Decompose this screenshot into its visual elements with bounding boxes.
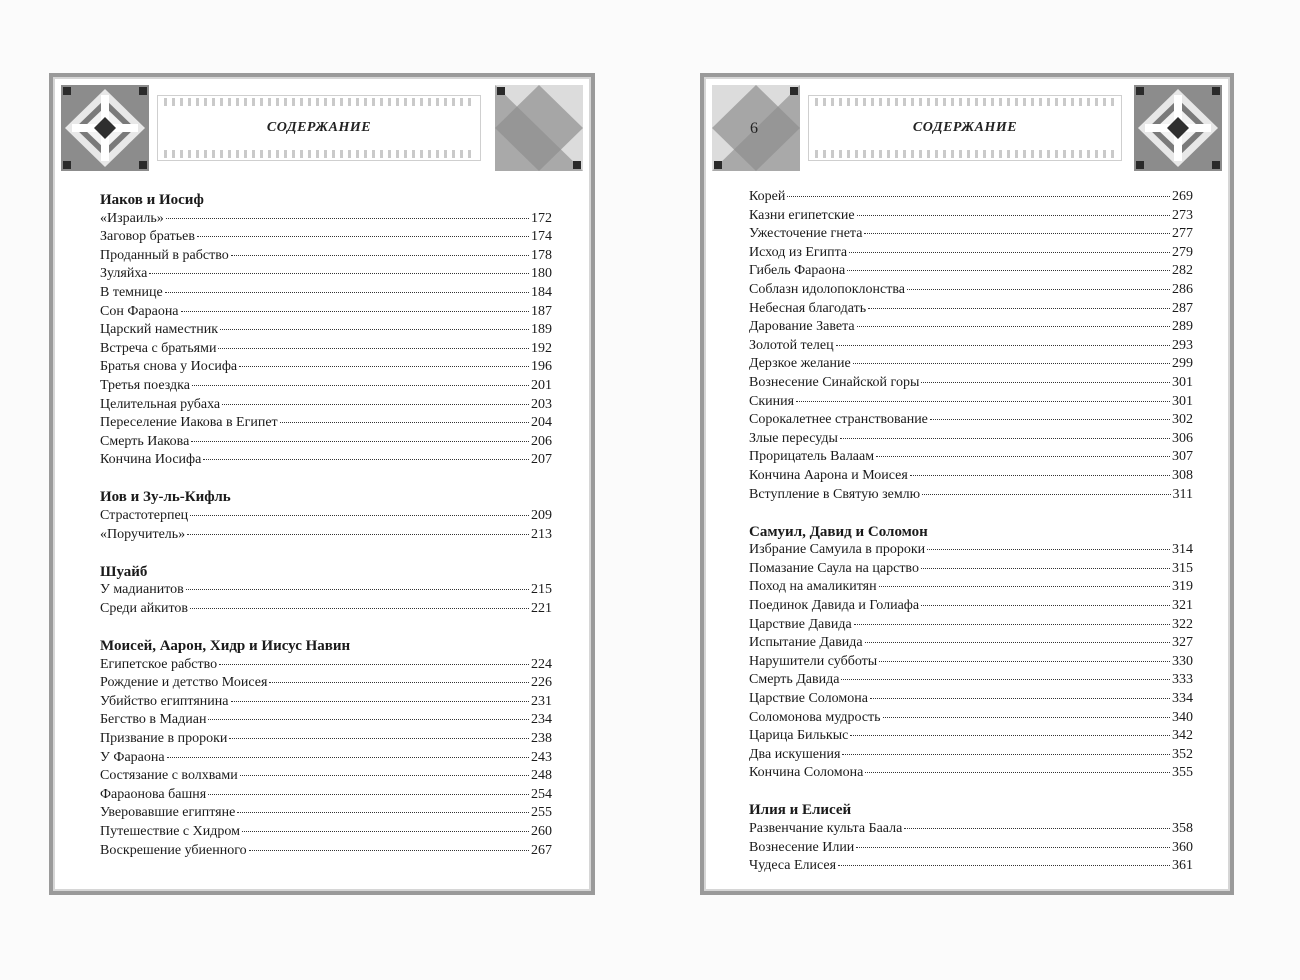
entry-title: Вступление в Святую землю: [749, 486, 921, 502]
dot-leader: [190, 607, 529, 609]
header-band: [808, 95, 1122, 161]
toc-entry: [749, 653, 1193, 672]
right-page-header: [712, 85, 1222, 171]
entry-title: Братья снова у Иосифа: [100, 359, 238, 375]
toc-entry: [100, 674, 552, 693]
toc-entry: [749, 727, 1193, 746]
entry-page-number: 255: [531, 805, 552, 821]
entry-page-number: 174: [531, 229, 552, 245]
dot-leader: [240, 774, 529, 776]
entry-page-number: 209: [531, 508, 552, 523]
entry-title: Уверовавшие египтяне: [100, 805, 236, 821]
entry-page-number: 184: [531, 284, 552, 300]
dot-leader: [203, 458, 529, 460]
entry-title: Кончина Соломона: [749, 765, 864, 781]
toc-entry: [749, 541, 1193, 560]
toc-entry: [100, 247, 552, 266]
toc-entry: [100, 804, 552, 823]
toc-entry: [749, 188, 1193, 207]
entry-title: Встреча с братьями: [100, 340, 217, 356]
toc-entry: [100, 767, 552, 786]
toc-entry: [749, 616, 1193, 635]
toc-entry: [100, 600, 552, 619]
dot-leader: [208, 718, 529, 720]
entry-page-number: 204: [531, 415, 552, 431]
entry-page-number: 330: [1172, 653, 1193, 669]
toc-entry: [749, 839, 1193, 858]
dot-leader: [181, 310, 529, 312]
toc-entry: [100, 433, 552, 452]
section-title: Илия и Елисей: [749, 802, 852, 819]
toc-entry: [100, 823, 552, 842]
toc-entry: [749, 764, 1193, 783]
toc-entry: [100, 581, 552, 600]
dot-leader: [222, 403, 529, 405]
entry-title: Поединок Давида и Голиафа: [749, 597, 920, 613]
entry-title: Гибель Фараона: [749, 263, 846, 279]
toc-entry: [100, 340, 552, 359]
ornament-icon: [61, 85, 149, 171]
entry-title: Фараонова башня: [100, 786, 207, 802]
dot-leader: [841, 678, 1170, 680]
toc-entry: [749, 281, 1193, 300]
table-of-contents: [749, 188, 1193, 876]
entry-title: Небесная благодать: [749, 300, 867, 316]
toc-entry: [100, 711, 552, 730]
toc-entry: [749, 244, 1193, 263]
entry-title: Сон Фараона: [100, 303, 179, 319]
entry-page-number: 189: [531, 322, 552, 338]
entry-page-number: 172: [531, 210, 552, 226]
entry-title: Прорицатель Валаам: [749, 449, 875, 465]
dot-leader: [191, 440, 529, 442]
toc-entry: [749, 448, 1193, 467]
entry-title: Царствие Соломона: [749, 690, 868, 706]
right-page: [700, 73, 1234, 895]
entry-page-number: 180: [531, 266, 552, 282]
toc-entry: [749, 430, 1193, 449]
entry-title: Скиния: [749, 393, 795, 409]
entry-page-number: 286: [1172, 281, 1193, 297]
entry-page-number: 308: [1172, 467, 1193, 483]
entry-title: Царица Билькыс: [749, 728, 849, 744]
entry-page-number: 315: [1172, 560, 1193, 576]
toc-section: [749, 523, 1193, 783]
entry-page-number: 273: [1172, 207, 1193, 223]
dot-leader: [239, 365, 529, 367]
toc-entry: [100, 656, 552, 675]
dot-leader: [840, 437, 1170, 439]
toc-entry: [749, 318, 1193, 337]
entry-title: Развенчание культа Баала: [749, 821, 903, 836]
dot-leader: [876, 455, 1170, 457]
dot-leader: [190, 514, 529, 516]
dot-leader: [269, 681, 529, 683]
entry-title: Вознесение Синайской горы: [749, 374, 920, 390]
entry-title: Смерть Иакова: [100, 433, 190, 449]
toc-entry: [100, 321, 552, 340]
entry-title: Соломонова мудрость: [749, 709, 881, 725]
entry-title: Среди айкитов: [100, 600, 189, 616]
dot-leader: [249, 849, 529, 851]
toc-entry: [100, 786, 552, 805]
toc-entry: [749, 411, 1193, 430]
entry-page-number: 234: [531, 712, 552, 728]
entry-title: «Израиль»: [100, 210, 164, 226]
dot-leader: [904, 827, 1170, 829]
toc-section: [100, 488, 552, 544]
entry-page-number: 302: [1172, 412, 1193, 428]
toc-entry: [749, 634, 1193, 653]
entry-page-number: 301: [1172, 374, 1193, 390]
dot-leader: [219, 663, 529, 665]
entry-title: Корей: [749, 189, 786, 204]
entry-page-number: 360: [1172, 839, 1193, 855]
entry-title: Дерзкое желание: [749, 356, 851, 372]
toc-section: [100, 563, 552, 619]
dot-leader: [796, 400, 1170, 402]
dot-leader: [836, 344, 1170, 346]
entry-page-number: 342: [1172, 728, 1193, 744]
toc-entry: [100, 396, 552, 415]
entry-title: Ужесточение гнета: [749, 226, 863, 242]
entry-title: Помазание Саула на царство: [749, 560, 919, 576]
entry-page-number: 279: [1172, 244, 1193, 260]
entry-page-number: 314: [1172, 542, 1193, 558]
toc-entry: [100, 210, 552, 229]
toc-section: [100, 637, 552, 860]
toc-entry: [749, 578, 1193, 597]
section-title: Иов и Зу-ль-Кифль: [100, 489, 231, 506]
toc-entry: [749, 560, 1193, 579]
entry-page-number: 307: [1172, 449, 1193, 465]
toc-entry: [749, 300, 1193, 319]
toc-section: [749, 801, 1193, 875]
entry-title: Смерть Давида: [749, 672, 840, 688]
entry-title: Два искушения: [749, 746, 841, 762]
dot-leader: [787, 195, 1170, 197]
entry-title: Убийство египтянина: [100, 693, 229, 709]
toc-entry: [749, 374, 1193, 393]
dot-leader: [907, 288, 1170, 290]
entry-page-number: 260: [531, 823, 552, 839]
dot-leader: [838, 864, 1170, 866]
toc-entry: [749, 709, 1193, 728]
entry-title: Чудеса Елисея: [749, 858, 837, 874]
entry-title: Египетское рабство: [100, 656, 218, 672]
entry-title: Страстотерпец: [100, 508, 189, 523]
ornament-icon: [495, 85, 583, 171]
dot-leader: [927, 548, 1170, 550]
entry-title: У мадианитов: [100, 582, 184, 598]
entry-title: Сорокалетнее странствование: [749, 412, 928, 428]
entry-page-number: 333: [1172, 672, 1193, 688]
toc-entry: [100, 451, 552, 470]
entry-page-number: 269: [1172, 189, 1193, 204]
entry-title: Дарование Завета: [749, 319, 855, 335]
toc-entry: [749, 262, 1193, 281]
dot-leader: [883, 716, 1170, 718]
entry-title: Воскрешение убиенного: [100, 842, 247, 858]
entry-page-number: 201: [531, 377, 552, 393]
toc-entry: [749, 857, 1193, 876]
entry-page-number: 306: [1172, 430, 1193, 446]
entry-page-number: 254: [531, 786, 552, 802]
entry-title: Состязание с волхвами: [100, 768, 238, 784]
entry-page-number: 206: [531, 433, 552, 449]
toc-entry: [749, 597, 1193, 616]
entry-title: В темнице: [100, 284, 163, 300]
entry-title: Царский наместник: [100, 322, 219, 338]
table-of-contents: [100, 191, 552, 860]
entry-page-number: 287: [1172, 300, 1193, 316]
page-title: СОДЕРЖАНИЕ: [912, 120, 1018, 135]
dot-leader: [864, 232, 1170, 234]
toc-entry: [100, 693, 552, 712]
toc-entry: [749, 486, 1193, 505]
entry-title: Путешествие с Хидром: [100, 823, 240, 839]
dot-leader: [857, 325, 1170, 327]
toc-entry: [100, 303, 552, 322]
dot-leader: [165, 291, 529, 293]
entry-page-number: 238: [531, 730, 552, 746]
toc-entry: [749, 393, 1193, 412]
entry-title: Поход на амаликитян: [749, 579, 877, 595]
entry-page-number: 301: [1172, 393, 1193, 409]
toc-entry: [100, 842, 552, 861]
dot-leader: [879, 585, 1170, 587]
entry-title: Избрание Самуила в пророки: [749, 542, 926, 558]
toc-entry: [100, 358, 552, 377]
dot-leader: [208, 793, 529, 795]
dot-leader: [220, 328, 529, 330]
entry-page-number: 267: [531, 842, 552, 858]
entry-page-number: 248: [531, 768, 552, 784]
entry-title: Исход из Египта: [749, 244, 848, 260]
left-page: [49, 73, 595, 895]
entry-page-number: 352: [1172, 746, 1193, 762]
toc-entry: [100, 730, 552, 749]
entry-title: Рождение и детство Моисея: [100, 675, 268, 691]
dot-leader: [231, 254, 529, 256]
dot-leader: [870, 697, 1170, 699]
dot-leader: [229, 737, 529, 739]
ornament-icon: [1134, 85, 1222, 171]
dot-leader: [280, 421, 529, 423]
entry-page-number: 277: [1172, 226, 1193, 242]
entry-page-number: 215: [531, 582, 552, 598]
entry-title: Бегство в Мадиан: [100, 712, 207, 728]
toc-entry: [100, 284, 552, 303]
dot-leader: [237, 811, 529, 813]
dot-leader: [921, 604, 1170, 606]
section-title: Иаков и Иосиф: [100, 192, 204, 208]
toc-entry: [100, 265, 552, 284]
entry-page-number: 321: [1172, 597, 1193, 613]
entry-page-number: 334: [1172, 690, 1193, 706]
entry-title: Соблазн идолопоклонства: [749, 281, 905, 297]
toc-entry: [100, 507, 552, 526]
entry-title: Кончина Иосифа: [100, 452, 202, 468]
dot-leader: [853, 362, 1170, 364]
dot-leader: [857, 214, 1170, 216]
section-title: Шуайб: [100, 563, 148, 580]
entry-page-number: 213: [531, 526, 552, 542]
entry-page-number: 231: [531, 693, 552, 709]
dot-leader: [197, 235, 529, 237]
entry-page-number: 293: [1172, 337, 1193, 353]
dot-leader: [192, 384, 529, 386]
entry-page-number: 361: [1172, 858, 1193, 874]
header-band: [157, 95, 481, 161]
toc-entry: [100, 377, 552, 396]
entry-page-number: 299: [1172, 356, 1193, 372]
entry-title: Заговор братьев: [100, 229, 195, 245]
dot-leader: [921, 567, 1170, 569]
entry-page-number: 282: [1172, 263, 1193, 279]
toc-entry: [749, 337, 1193, 356]
entry-title: Кончина Аарона и Моисея: [749, 467, 908, 483]
entry-page-number: 340: [1172, 709, 1193, 725]
toc-entry: [749, 207, 1193, 226]
dot-leader: [850, 734, 1170, 736]
entry-title: «Поручитель»: [100, 526, 186, 542]
dot-leader: [930, 418, 1170, 420]
toc-entry: [100, 749, 552, 768]
dot-leader: [922, 493, 1170, 495]
dot-leader: [879, 660, 1170, 662]
dot-leader: [856, 846, 1170, 848]
entry-page-number: 187: [531, 303, 552, 319]
left-page-header: [61, 85, 583, 171]
dot-leader: [842, 753, 1170, 755]
entry-page-number: 355: [1172, 765, 1193, 781]
entry-page-number: 226: [531, 675, 552, 691]
entry-page-number: 207: [531, 452, 552, 468]
entry-title: Золотой телец: [749, 337, 834, 353]
entry-page-number: 221: [531, 600, 552, 616]
dot-leader: [854, 623, 1170, 625]
toc-entry: [749, 746, 1193, 765]
dot-leader: [187, 533, 529, 535]
entry-title: Проданный в рабство: [100, 247, 229, 263]
toc-entry: [100, 414, 552, 433]
entry-title: Испытание Давида: [749, 635, 863, 651]
entry-title: Зуляйха: [100, 266, 148, 282]
toc-entry: [749, 820, 1193, 839]
entry-page-number: 224: [531, 656, 552, 672]
entry-page-number: 178: [531, 247, 552, 263]
section-title: Моисей, Аарон, Хидр и Иисус Навин: [100, 637, 351, 654]
entry-page-number: 358: [1172, 821, 1193, 836]
entry-page-number: 289: [1172, 319, 1193, 335]
dot-leader: [921, 381, 1170, 383]
dot-leader: [231, 700, 530, 702]
toc-entry: [749, 690, 1193, 709]
entry-title: Царствие Давида: [749, 616, 852, 632]
entry-page-number: 319: [1172, 579, 1193, 595]
entry-page-number: 311: [1172, 486, 1193, 502]
page-title: СОДЕРЖАНИЕ: [266, 120, 372, 135]
dot-leader: [167, 756, 529, 758]
toc-entry: [749, 355, 1193, 374]
dot-leader: [910, 474, 1170, 476]
dot-leader: [166, 217, 529, 219]
dot-leader: [865, 771, 1170, 773]
toc-entry: [100, 526, 552, 545]
toc-entry: [749, 225, 1193, 244]
dot-leader: [865, 641, 1170, 643]
entry-title: Нарушители субботы: [749, 653, 878, 669]
dot-leader: [868, 307, 1170, 309]
entry-page-number: 243: [531, 749, 552, 765]
entry-page-number: 327: [1172, 635, 1193, 651]
dot-leader: [242, 830, 529, 832]
entry-title: У Фараона: [100, 749, 165, 765]
entry-title: Вознесение Илии: [749, 839, 855, 855]
dot-leader: [149, 272, 529, 274]
toc-entry: [749, 467, 1193, 486]
entry-title: Третья поездка: [100, 377, 190, 393]
dot-leader: [847, 269, 1170, 271]
entry-title: Злые пересуды: [749, 430, 838, 446]
toc-section: [749, 188, 1193, 504]
entry-title: Переселение Иакова в Египет: [100, 415, 278, 431]
section-title: Самуил, Давид и Соломон: [749, 523, 928, 540]
dot-leader: [186, 588, 529, 590]
entry-page-number: 203: [531, 396, 552, 412]
entry-title: Казни египетские: [749, 207, 855, 223]
entry-title: Целительная рубаха: [100, 396, 221, 412]
toc-entry: [749, 671, 1193, 690]
entry-page-number: 322: [1172, 616, 1193, 632]
dot-leader: [218, 347, 529, 349]
toc-entry: [100, 228, 552, 247]
entry-page-number: 196: [531, 359, 552, 375]
entry-page-number: 192: [531, 340, 552, 356]
dot-leader: [849, 251, 1170, 253]
toc-section: [100, 191, 552, 470]
page-number: 6: [750, 120, 758, 137]
entry-title: Призвание в пророки: [100, 730, 228, 746]
